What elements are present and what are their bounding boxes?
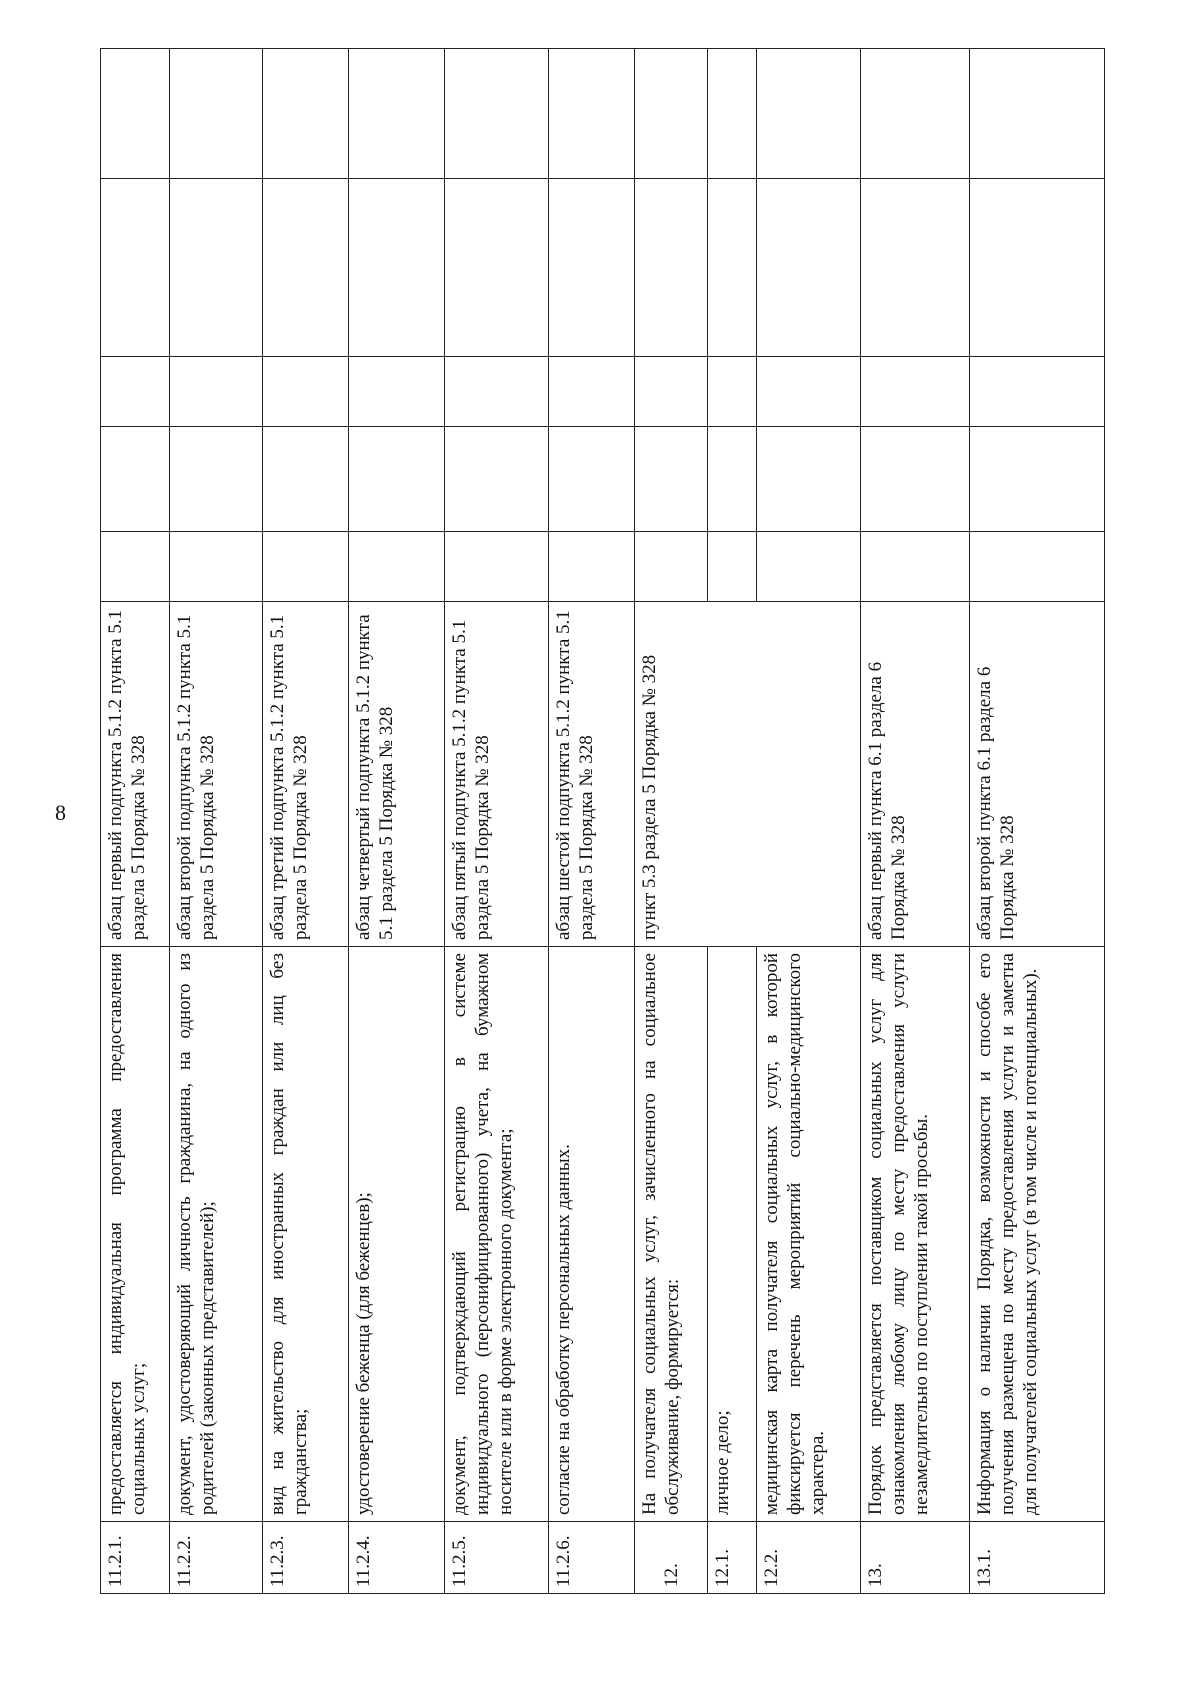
table-row [861, 49, 970, 1594]
table-row [101, 49, 170, 1594]
answer-cell [262, 357, 348, 427]
answer-cell [169, 427, 262, 532]
table-row [444, 49, 548, 1594]
item-description: предоставляется индивидуальная программа предоставления социальных услуг; [101, 947, 170, 1522]
answer-cell [708, 357, 757, 427]
answer-cell [635, 427, 708, 532]
table-row [635, 49, 708, 1594]
answer-cell [969, 532, 1104, 602]
item-description: медицинская карта получателя социальных услуг, в которой фиксируется перечень мероприятий социально-медицинского характера. [756, 947, 860, 1522]
answer-cell [861, 49, 970, 179]
answer-cell [169, 179, 262, 357]
answer-cell [548, 427, 634, 532]
item-description: документ, подтверждающий регистрацию в системе индивидуального (персонифицированного) учета, на бумажном носителе или в форме электронного документа; [444, 947, 548, 1522]
answer-cell [548, 179, 634, 357]
answer-cell [708, 532, 757, 602]
item-reference: абзац третий подпункта 5.1.2 пункта 5.1 раздела 5 Порядка № 328 [262, 602, 348, 947]
answer-cell [969, 179, 1104, 357]
answer-cell [756, 49, 860, 179]
table-row [169, 49, 262, 1594]
answer-cell [101, 49, 170, 179]
answer-cell [349, 427, 444, 532]
answer-cell [169, 49, 262, 179]
item-number: 11.2.2. [169, 1522, 262, 1594]
answer-cell [262, 179, 348, 357]
rotated-table-wrapper [100, 49, 1105, 1594]
item-description: вид на жительство для иностранных граждан или лиц без гражданства; [262, 947, 348, 1522]
answer-cell [548, 532, 634, 602]
answer-cell [969, 357, 1104, 427]
item-number: 13. [861, 1522, 970, 1594]
item-number: 11.2.5. [444, 1522, 548, 1594]
item-number: 11.2.1. [101, 1522, 170, 1594]
answer-cell [444, 427, 548, 532]
answer-cell [969, 49, 1104, 179]
item-description: На получателя социальных услуг, зачисленного на социальное обслуживание, формируется: [635, 947, 708, 1522]
answer-cell [349, 49, 444, 179]
table-row [349, 49, 444, 1594]
table-row [548, 49, 634, 1594]
table-row [262, 49, 348, 1594]
item-reference: абзац четвертый подпункта 5.1.2 пункта 5.1 раздела 5 Порядка № 328 [349, 602, 444, 947]
item-reference: абзац второй подпункта 5.1.2 пункта 5.1 раздела 5 Порядка № 328 [169, 602, 262, 947]
answer-cell [101, 357, 170, 427]
answer-cell [101, 532, 170, 602]
answer-cell [169, 532, 262, 602]
item-reference: абзац второй пункта 6.1 раздела 6 Порядка № 328 [969, 602, 1104, 947]
item-number: 11.2.3. [262, 1522, 348, 1594]
answer-cell [548, 357, 634, 427]
answer-cell [635, 49, 708, 179]
answer-cell [708, 427, 757, 532]
answer-cell [444, 179, 548, 357]
item-number: 13.1. [969, 1522, 1104, 1594]
answer-cell [169, 357, 262, 427]
item-description: документ, удостоверяющий личность гражданина, на одного из родителей (законных представителей); [169, 947, 262, 1522]
item-number: 11.2.6. [548, 1522, 634, 1594]
checklist-table [100, 48, 1105, 1594]
answer-cell [861, 532, 970, 602]
item-reference: абзац пятый подпункта 5.1.2 пункта 5.1 раздела 5 Порядка № 328 [444, 602, 548, 947]
answer-cell [101, 427, 170, 532]
item-description: Информация о наличии Порядка, возможности и способе его получения размещена по месту предоставления услуги и заметна для получателей социальных услуг (в том числе и потенциальных). [969, 947, 1104, 1522]
item-number: 12.1. [708, 1522, 757, 1594]
answer-cell [262, 49, 348, 179]
item-number: 11.2.4. [349, 1522, 444, 1594]
item-description: личное дело; [708, 947, 757, 1522]
answer-cell [349, 179, 444, 357]
item-reference: абзац первый подпункта 5.1.2 пункта 5.1 раздела 5 Порядка № 328 [101, 602, 170, 947]
item-number: 12. [635, 1522, 708, 1594]
item-description: согласие на обработку персональных данных. [548, 947, 634, 1522]
table-row [969, 49, 1104, 1594]
answer-cell [969, 427, 1104, 532]
answer-cell [756, 427, 860, 532]
answer-cell [756, 179, 860, 357]
answer-cell [861, 357, 970, 427]
answer-cell [548, 49, 634, 179]
item-description: удостоверение беженца (для беженцев); [349, 947, 444, 1522]
answer-cell [861, 427, 970, 532]
item-reference: абзац первый пункта 6.1 раздела 6 Порядка № 328 [861, 602, 970, 947]
item-reference: абзац шестой подпункта 5.1.2 пункта 5.1 раздела 5 Порядка № 328 [548, 602, 634, 947]
answer-cell [861, 179, 970, 357]
item-number: 12.2. [756, 1522, 860, 1594]
answer-cell [756, 357, 860, 427]
item-description: Порядок представляется поставщиком социальных услуг для ознакомления любому лицу по месту предоставления услуги незамедлительно по поступлении такой просьбы. [861, 947, 970, 1522]
answer-cell [262, 532, 348, 602]
answer-cell [635, 357, 708, 427]
item-reference: пункт 5.3 раздела 5 Порядка № 328 [635, 602, 861, 947]
answer-cell [635, 532, 708, 602]
answer-cell [635, 179, 708, 357]
answer-cell [708, 49, 757, 179]
answer-cell [444, 49, 548, 179]
answer-cell [756, 532, 860, 602]
answer-cell [349, 357, 444, 427]
page-number: 8 [55, 800, 66, 825]
answer-cell [708, 179, 757, 357]
answer-cell [444, 532, 548, 602]
answer-cell [101, 179, 170, 357]
answer-cell [444, 357, 548, 427]
answer-cell [349, 532, 444, 602]
answer-cell [262, 427, 348, 532]
